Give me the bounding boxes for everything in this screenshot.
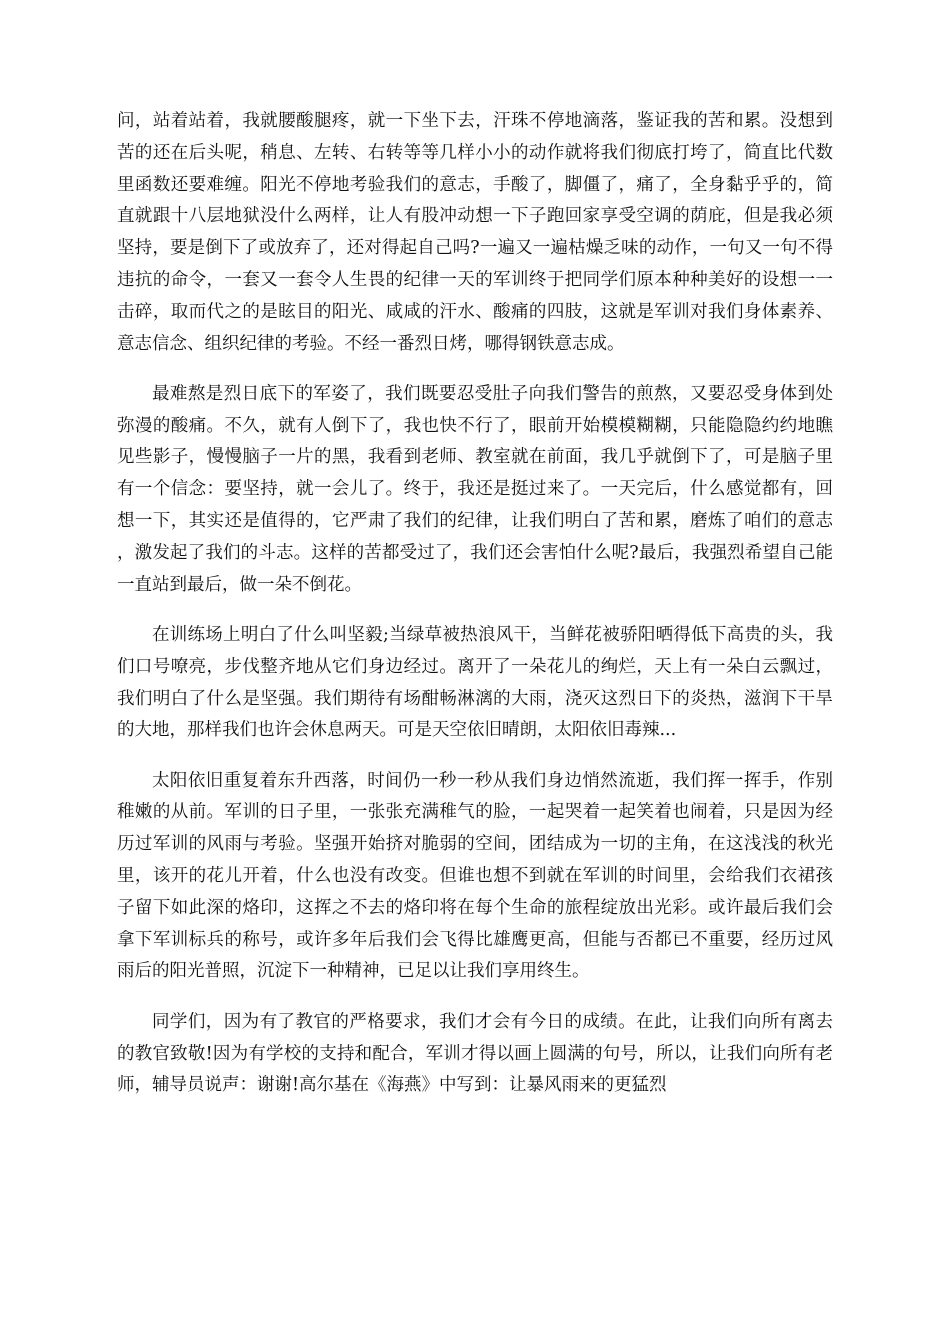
paragraph-5: 同学们，因为有了教官的严格要求，我们才会有今日的成绩。在此，让我们向所有离去的教官致敬!因为有学校的支持和配合，军训才得以画上圆满的句号，所以，让我们向所有老师，辅导员说声：谢谢!高尔基在《海燕》中写到：让暴风雨来的更猛烈 [117, 1011, 833, 1096]
paragraph-1: 问，站着站着，我就腰酸腿疼，就一下坐下去，汗珠不停地滴落，鉴证我的苦和累。没想到苦的还在后头呢，稍息、左转、右转等等几样小小的动作就将我们彻底打垮了，简直比代数里函数还要难缠。阳光不停地考验我们的意志，手酸了，脚僵了，痛了，全身黏乎乎的，简直就跟十八层地狱没什么两样，让人有股冲动想一下子跑回家享受空调的荫庇，但是我必须坚持，要是倒下了或放弃了，还对得起自己吗?一遍又一遍枯燥乏味的动作，一句又一句不得违抗的命令，一套又一套令人生畏的纪律一天的军训终于把同学们原本种种美好的设想一一击碎，取而代之的是眩目的阳光、咸咸的汗水、酸痛的四肢，这就是军训对我们身体素养、意志信念、组织纪律的考验。不经一番烈日烤，哪得钢铁意志成。 [117, 111, 833, 354]
paragraph-3: 在训练场上明白了什么叫坚毅;当绿草被热浪风干，当鲜花被骄阳晒得低下高贵的头，我们口号嘹亮，步伐整齐地从它们身边经过。离开了一朵花儿的绚烂，天上有一朵白云飘过，我们明白了什么是坚强。我们期待有场酣畅淋漓的大雨，浇灭这烈日下的炎热，滋润下干旱的大地，那样我们也许会休息两天。可是天空依旧晴朗，太阳依旧毒辣... [117, 624, 833, 741]
document-body [117, 106, 833, 1102]
paragraph-4: 太阳依旧重复着东升西落，时间仍一秒一秒从我们身边悄然流逝，我们挥一挥手，作别稚嫩的从前。军训的日子里，一张张充满稚气的脸，一起哭着一起笑着也闹着，只是因为经历过军训的风雨与考验。坚强开始挤对脆弱的空间，团结成为一切的主角，在这浅浅的秋光里，该开的花儿开着，什么也没有改变。但谁也想不到就在军训的时间里，会给我们衣裙孩子留下如此深的烙印，这挥之不去的烙印将在每个生命的旅程绽放出光彩。或许最后我们会拿下军训标兵的称号，或许多年后我们会飞得比雄鹰更高，但能与否都已不重要，经历过风雨后的阳光普照，沉淀下一种精神，已足以让我们享用终生。 [117, 770, 833, 982]
paragraph-2: 最难熬是烈日底下的军姿了，我们既要忍受肚子向我们警告的煎熬，又要忍受身体到处弥漫的酸痛。不久，就有人倒下了，我也快不行了，眼前开始模模糊糊，只能隐隐约约地瞧见些影子，慢慢脑子一片的黑，我看到老师、教室就在前面，我几乎就倒下了，可是脑子里有一个信念：要坚持，就一会儿了。终于，我还是挺过来了。一天完后，什么感觉都有，回想一下，其实还是值得的，它严肃了我们的纪律，让我们明白了苦和累，磨炼了咱们的意志，激发起了我们的斗志。这样的苦都受过了，我们还会害怕什么呢?最后，我强烈希望自己能一直站到最后，做一朵不倒花。 [117, 383, 833, 595]
